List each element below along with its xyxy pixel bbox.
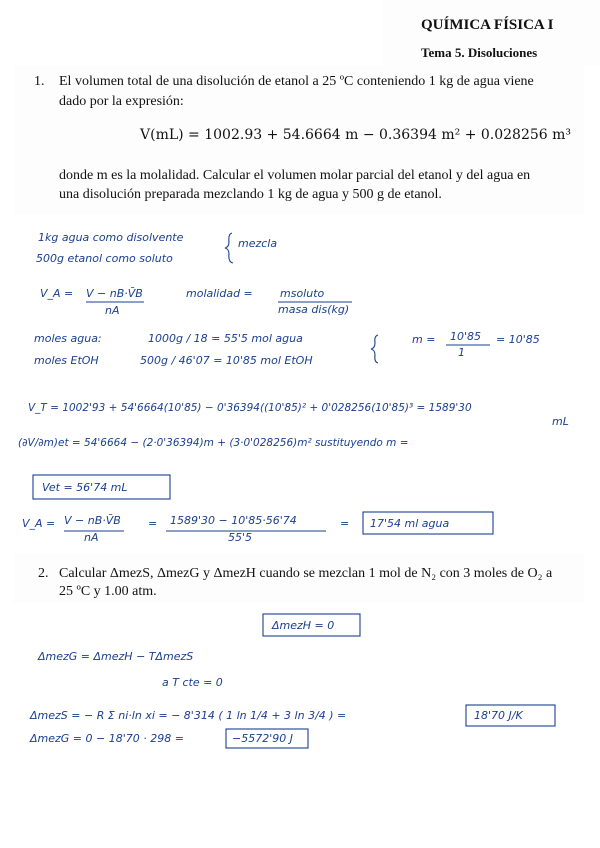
hw-va2-equals1: =: [148, 517, 158, 530]
hw-va-numerator: V − nB·V̄B: [86, 287, 143, 300]
hw-dg-result: −5572'90 J: [232, 732, 293, 745]
hw-brace-moles: [371, 335, 378, 363]
hw-moles-water-label: moles agua:: [34, 332, 102, 345]
hw-vt-unit: mL: [552, 415, 569, 428]
hw-m-result: = 10'85: [496, 333, 540, 346]
hw-va2-label: V_A =: [22, 517, 56, 530]
hw-vet-result: Vet = 56'74 mL: [42, 481, 128, 494]
hw-m-numerator: 10'85: [450, 330, 482, 343]
hw-m-denominator: 1: [458, 346, 465, 359]
hw-brace-mix: [225, 233, 233, 263]
hw-vt-equation: V_T = 1002'93 + 54'6664(10'85) − 0'36394((10'85)² + 0'028256(10'85)³ = 1589'30: [28, 402, 472, 414]
hw-ds-result: 18'70 J/K: [474, 709, 523, 722]
problem1-line4: una disolución preparada mezclando 1 kg de agua y 500 g de etanol.: [59, 187, 442, 202]
hw-solute-note: 500g etanol como soluto: [36, 252, 173, 265]
hw-va2-sub-denominator: 55'5: [228, 531, 253, 544]
hw-molality-numerator: msoluto: [280, 287, 325, 300]
problem1-line1: El volumen total de una disolución de etanol a 25 ºC conteniendo 1 kg de agua viene: [59, 74, 534, 89]
hw-dh-result: ΔmezH = 0: [272, 619, 335, 632]
hw-va-denominator: nA: [105, 304, 120, 317]
hw-moles-ethanol-calc: 500g / 46'07 = 10'85 mol EtOH: [140, 354, 313, 367]
hw-moles-water-calc: 1000g / 18 = 55'5 mol agua: [148, 332, 303, 345]
header-subtitle: Tema 5. Disoluciones: [421, 45, 538, 60]
hw-derivative-equation: (∂V/∂m)et = 54'6664 − (2·0'36394)m + (3·0'028256)m² sustituyendo m =: [18, 437, 409, 449]
hw-va2-substitution: 1589'30 − 10'85·56'74: [170, 514, 297, 527]
hw-va2-denominator: nA: [84, 531, 99, 544]
problem2-number: 2.: [38, 566, 49, 581]
hw-molality-denominator: masa dis(kg): [278, 303, 350, 316]
problem2-line2: 25 ºC y 1.00 atm.: [59, 584, 157, 599]
hw-dg-formula: ΔmezG = ΔmezH − TΔmezS: [38, 650, 194, 663]
problem1-formula: V(mL) = 1002.93 + 54.6664 m − 0.36394 m² + 0.028256 m³: [140, 127, 572, 143]
hw-dg-equation: ΔmezG = 0 − 18'70 · 298 =: [30, 732, 184, 745]
hw-ds-equation: ΔmezS = − R Σ ni·ln xi = − 8'314 ( 1 ln 1/4 + 3 ln 3/4 ) =: [30, 709, 347, 722]
hw-constant-t-note: a T cte = 0: [162, 676, 223, 689]
problem2-line1: Calcular ΔmezS, ΔmezG y ΔmezH cuando se mezclan 1 mol de N₂ con 3 moles de O₂ a: [59, 566, 553, 581]
hw-va2-numerator: V − nB·V̄B: [64, 514, 121, 527]
hw-va2-equals2: =: [340, 517, 350, 530]
problem1-line2: dado por la expresión:: [59, 94, 184, 109]
hw-va2-result: 17'54 ml agua: [370, 517, 450, 530]
problem1-line3: donde m es la molalidad. Calcular el volumen molar parcial del etanol y del agua en: [59, 168, 531, 183]
hw-molality-label: molalidad =: [186, 287, 253, 300]
header-title: QUÍMICA FÍSICA I: [421, 17, 554, 33]
hw-va-label: V_A =: [40, 287, 74, 300]
hw-solvent-note: 1kg agua como disolvente: [38, 231, 184, 244]
hw-moles-ethanol-label: moles EtOH: [34, 354, 99, 367]
problem1-number: 1.: [34, 74, 45, 89]
hw-mix-note: mezcla: [238, 237, 278, 250]
hw-m-label: m =: [412, 333, 436, 346]
